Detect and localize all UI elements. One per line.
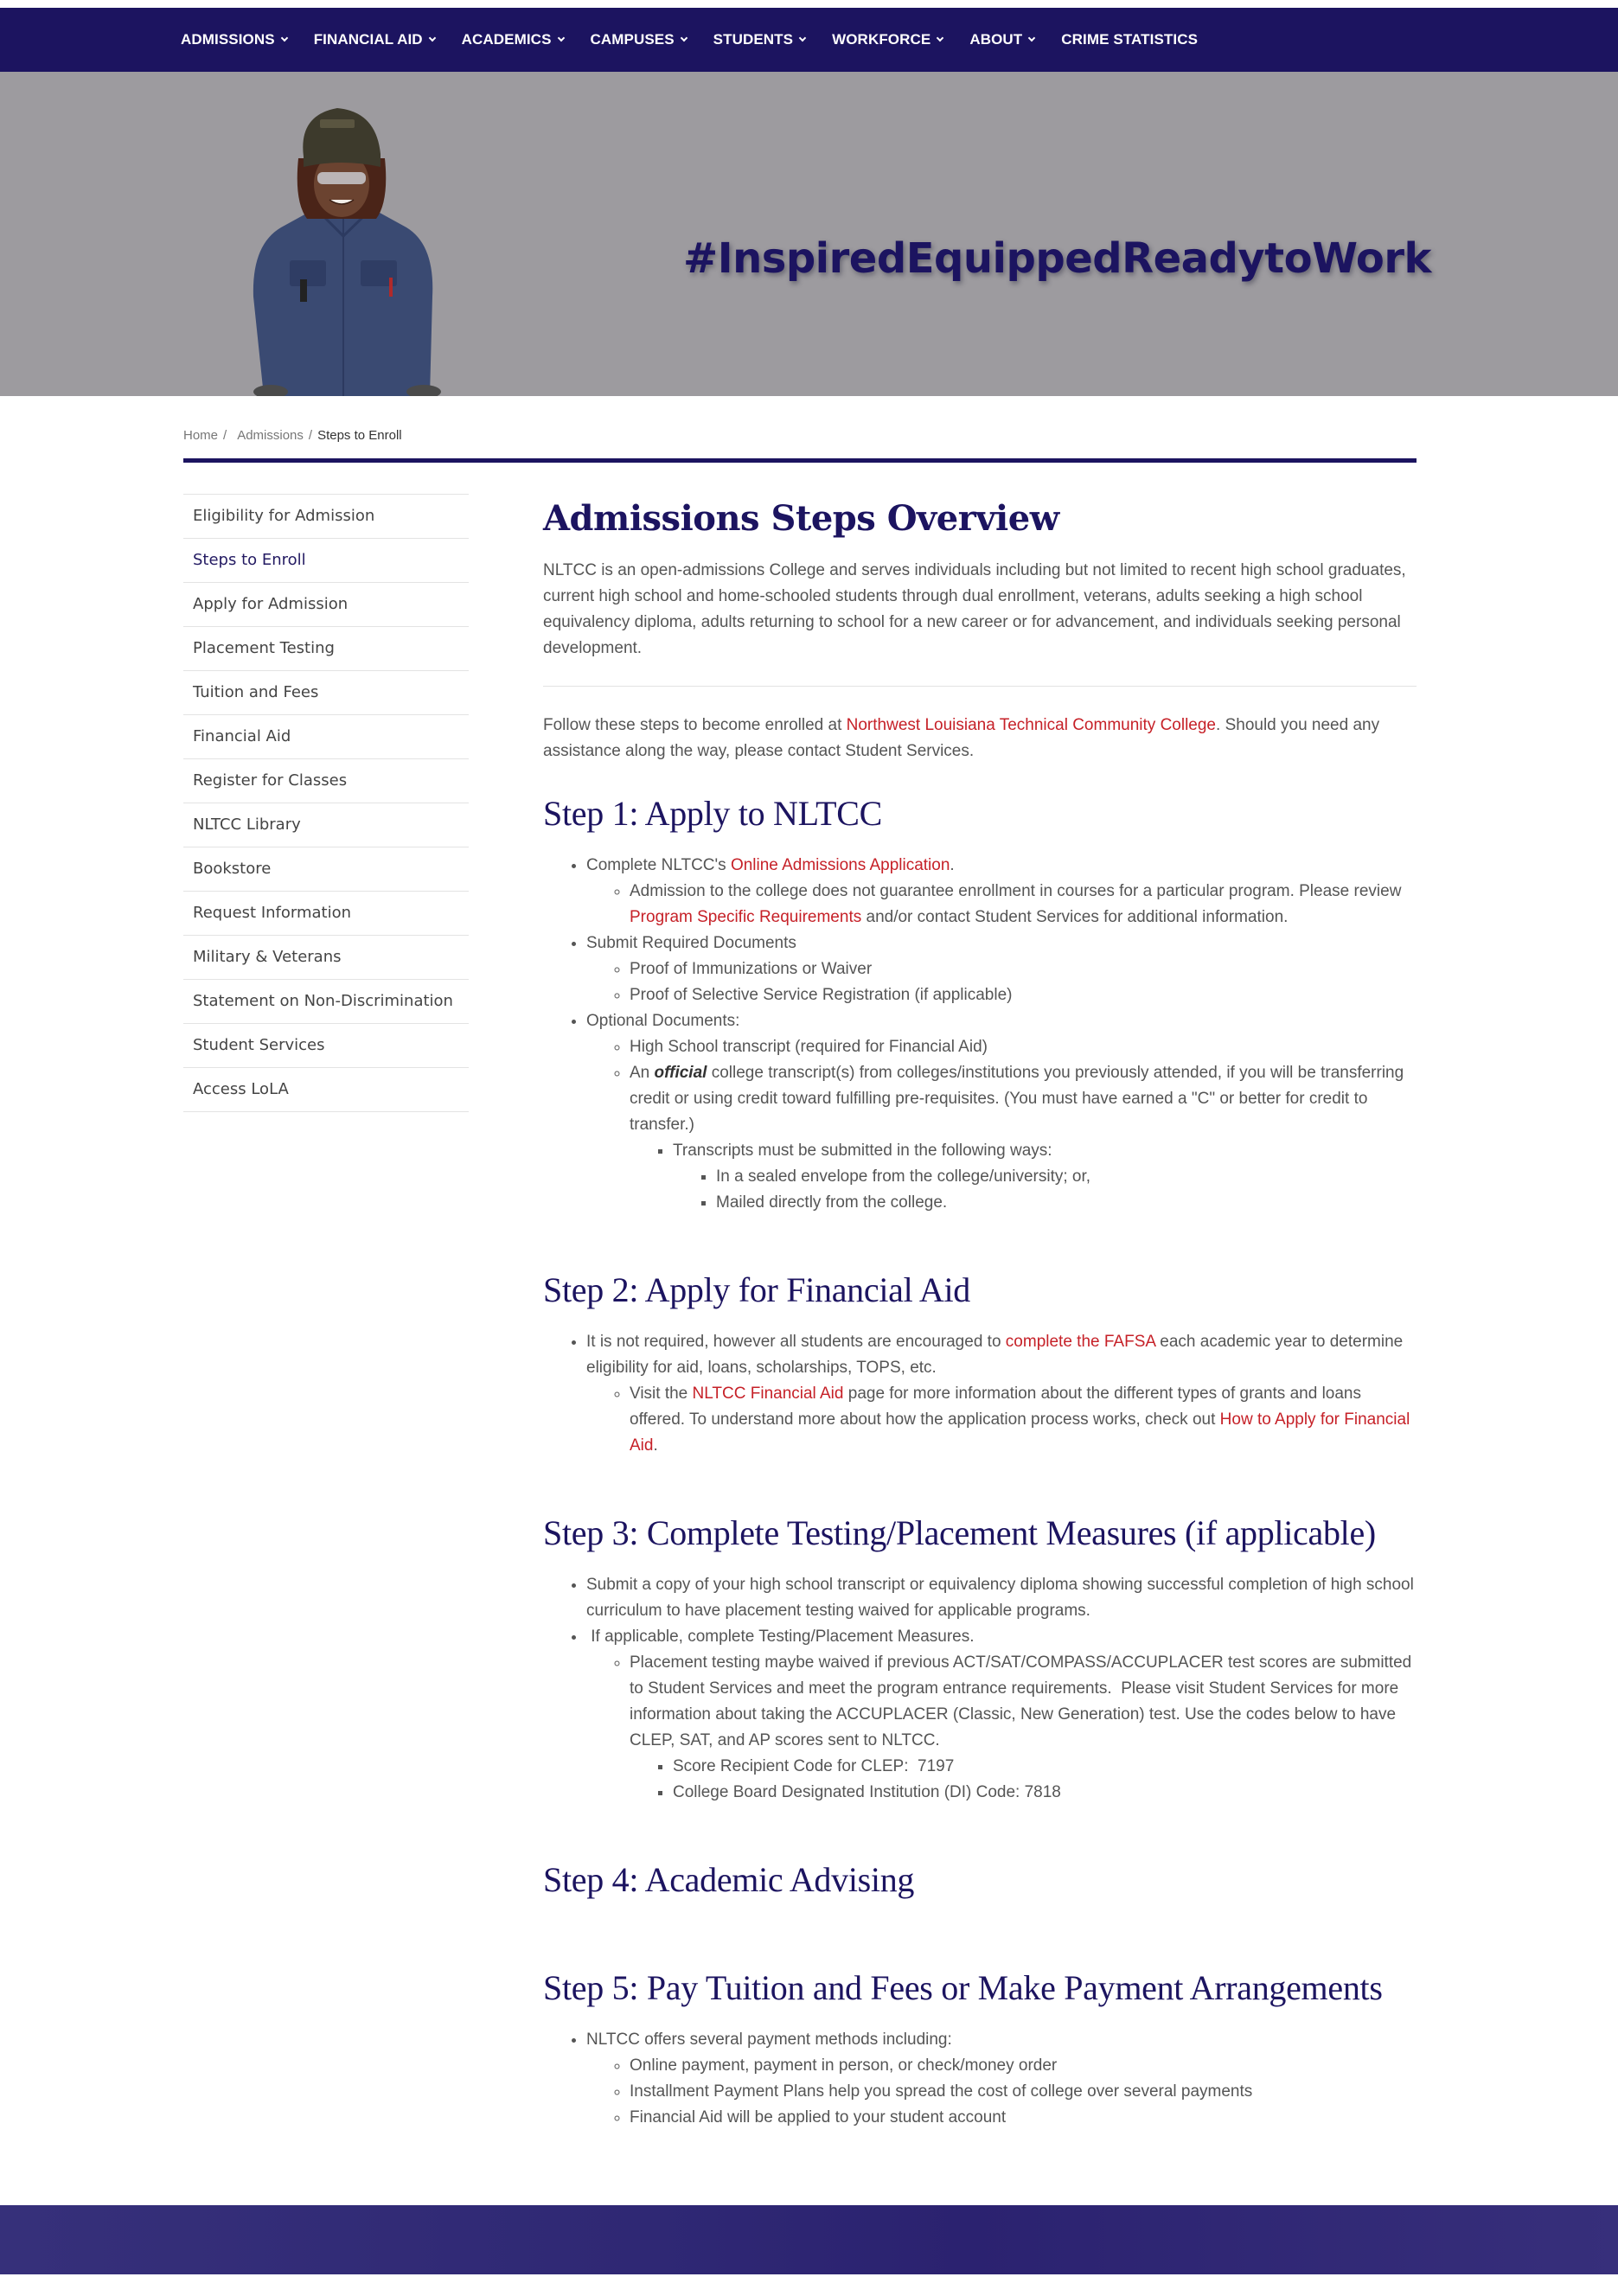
text: Optional Documents: [586,1012,740,1030]
list-item: ▪ Score Recipient Code for CLEP: 7197 [673,1754,1417,1780]
list-item [586,1624,1417,1806]
top-strip [0,0,1618,8]
list-item: ◦ Installment Payment Plans help you spread the cost of college over several payments [630,2079,1417,2105]
step5-heading: Step 5: Pay Tuition and Fees or Make Payment Arrangements [543,1968,1383,2007]
nav-campuses[interactable] [591,31,687,48]
page-title: Admissions Steps Overview [543,498,1059,539]
text: . [653,1436,658,1455]
text: Visit the [630,1385,693,1403]
chevron-down-icon [280,35,287,42]
financial-aid-link[interactable]: NLTCC Financial Aid [692,1385,844,1403]
nav-label: FINANCIAL AID [313,31,423,48]
page-layout [183,494,1417,2131]
text: Complete NLTCC's [586,856,731,874]
list-item: ◦ Proof of Immunizations or Waiver [630,956,1417,982]
list-item: ◦ High School transcript (required for Financial Aid) [630,1034,1417,1060]
step1-list [586,853,1417,1216]
list-item [630,879,1417,931]
chevron-down-icon [1028,35,1035,42]
list-item: ◦ Online payment, payment in person, or check/money order [630,2053,1417,2079]
text: . Should you need any assistance along the way, please contact Student Services. [543,716,1380,760]
sidebar-item-non-discrimination[interactable]: Statement on Non-Discrimination [183,980,469,1024]
sidebar-item-eligibility[interactable]: Eligibility for Admission [183,495,469,539]
nav-label: CAMPUSES [590,31,675,48]
hero-tagline: #InspiredEquippedReadytoWork [683,234,1431,283]
chevron-down-icon [428,35,435,42]
sidebar-item-tuition[interactable]: Tuition and Fees [183,671,469,715]
content-divider [543,686,1417,687]
breadcrumb-section [183,396,1417,463]
breadcrumb [183,428,1417,443]
text: college transcript(s) from colleges/institutions you previously attended, if you will be transferring credit or using credit toward fulfilling pre-requisites. (You must have earned a "C" or better for credit to transfer.) [630,1064,1404,1134]
sub-list [630,1034,1417,1216]
breadcrumb-separator: / [308,428,313,443]
chevron-down-icon [680,35,687,42]
emphasis: official [654,1064,707,1082]
breadcrumb-current: Steps to Enroll [317,428,402,443]
text: . [950,856,955,874]
online-application-link[interactable]: Online Admissions Application [730,856,950,874]
how-to-apply-link[interactable]: How to Apply for Financial Aid [630,1410,1410,1455]
nav-label: CRIME STATISTICS [1061,31,1199,48]
text: Transcripts must be submitted in the following ways: [673,1142,1052,1160]
sidebar-item-steps-to-enroll[interactable]: Steps to Enroll [183,539,469,583]
nav-label: STUDENTS [713,31,794,48]
sub-list [630,956,1417,1008]
list-item: ▪ Mailed directly from the college. [716,1190,1417,1216]
sidebar-item-apply[interactable]: Apply for Admission [183,583,469,627]
text: If applicable, complete Testing/Placement Measures. [586,1628,975,1646]
step2-heading: Step 2: Apply for Financial Aid [543,1270,971,1309]
list-item: • Submit a copy of your high school transcript or equivalency diploma showing successful completion of high school curriculum to have placement testing waived for applicable programs. [586,1572,1417,1624]
nav-students[interactable] [713,31,805,48]
list-item [630,1060,1417,1216]
sub-list [630,879,1417,931]
sub-list [630,1381,1417,1459]
text: Follow these steps to become enrolled at [543,716,847,734]
list-item [630,1381,1417,1459]
breadcrumb-separator: / [223,428,227,443]
sub-list [716,1164,1417,1216]
sub-list [630,1650,1417,1806]
text: An [630,1064,655,1082]
sidebar-item-military[interactable]: Military & Veterans [183,936,469,980]
sub-list [673,1754,1417,1806]
student-welder-photo [246,106,441,396]
follow-paragraph [543,713,1417,764]
breadcrumb-admissions[interactable]: Admissions [237,428,304,443]
hero-banner [0,72,1618,396]
sidebar-item-request-info[interactable]: Request Information [183,892,469,936]
text: page for more information about the different types of grants and loans offered. To understand more about how the application process works, check out [630,1385,1361,1429]
nav-label: ACADEMICS [461,31,552,48]
sidebar-item-register[interactable]: Register for Classes [183,759,469,803]
sidebar-nav [183,494,469,2131]
nav-workforce[interactable] [832,31,943,48]
text: Admission to the college does not guarantee enrollment in courses for a particular program. Please review [630,882,1402,900]
main-navigation [0,8,1618,72]
nav-financial-aid[interactable] [314,31,435,48]
list-item [586,931,1417,1008]
breadcrumb-divider [183,458,1417,463]
list-item [586,1329,1417,1459]
list-item: ▪ In a sealed envelope from the college/university; or, [716,1164,1417,1190]
program-requirements-link[interactable]: Program Specific Requirements [630,908,862,926]
step5-list [586,2027,1417,2131]
step1-heading: Step 1: Apply to NLTCC [543,794,882,833]
chevron-down-icon [799,35,806,42]
main-content [543,494,1417,2131]
sidebar-item-financial-aid[interactable]: Financial Aid [183,715,469,759]
list-item [586,2027,1417,2131]
sidebar-item-library[interactable]: NLTCC Library [183,803,469,847]
text: NLTCC offers several payment methods including: [586,2031,952,2049]
nav-crime-statistics[interactable] [1061,31,1198,48]
nav-about[interactable] [969,31,1034,48]
nav-academics[interactable] [462,31,564,48]
footer [0,2205,1618,2274]
step3-heading: Step 3: Complete Testing/Placement Measures (if applicable) [543,1513,1376,1552]
chevron-down-icon [937,35,943,42]
text: It is not required, however all students are encouraged to [586,1333,1006,1351]
fafsa-link[interactable]: complete the FAFSA [1005,1333,1155,1351]
step4-heading: Step 4: Academic Advising [543,1860,915,1899]
intro-paragraph: NLTCC is an open-admissions College and serves individuals including but not limited to recent high school graduates, current high school and home-schooled students through dual enrollment, veterans, adults seeking a high school equivalency diploma, adults returning to school for a new career or for advancement, and individuals seeking personal development. [543,561,1406,657]
text: and/or contact Student Services for additional information. [861,908,1289,926]
list-item [586,853,1417,931]
text: each academic year to determine eligibility for aid, loans, scholarships, TOPS, etc. [586,1333,1404,1377]
sidebar-item-placement-testing[interactable]: Placement Testing [183,627,469,671]
breadcrumb-home[interactable]: Home [183,428,219,443]
list-item [630,1650,1417,1806]
list-item [673,1138,1417,1216]
nav-label: ADMISSIONS [181,31,275,48]
sidebar-item-student-services[interactable]: Student Services [183,1024,469,1068]
list-item [586,1008,1417,1216]
nav-label: ABOUT [969,31,1023,48]
list-item: ◦ Proof of Selective Service Registration (if applicable) [630,982,1417,1008]
step3-list [586,1572,1417,1806]
text: Submit Required Documents [586,934,796,952]
nav-admissions[interactable] [181,31,287,48]
college-link[interactable]: Northwest Louisiana Technical Community College [846,716,1217,734]
nav-label: WORKFORCE [832,31,931,48]
sidebar-item-access-lola[interactable]: Access LoLA [183,1068,469,1112]
sub-list [630,2053,1417,2131]
list-item: ▪ College Board Designated Institution (DI) Code: 7818 [673,1780,1417,1806]
sidebar-item-bookstore[interactable]: Bookstore [183,847,469,892]
list-item: ◦ Financial Aid will be applied to your student account [630,2105,1417,2131]
sub-list [673,1138,1417,1216]
text: Placement testing maybe waived if previous ACT/SAT/COMPASS/ACCUPLACER test scores are submitted to Student Services and meet the program entrance requirements. Please visit Student Services for more information about taking the ACCUPLACER (Classic, New Generation) test. Use the codes below to have CLEP, SAT, and AP scores sent to NLTCC. [630,1653,1417,1749]
step2-list [586,1329,1417,1459]
chevron-down-icon [557,35,564,42]
